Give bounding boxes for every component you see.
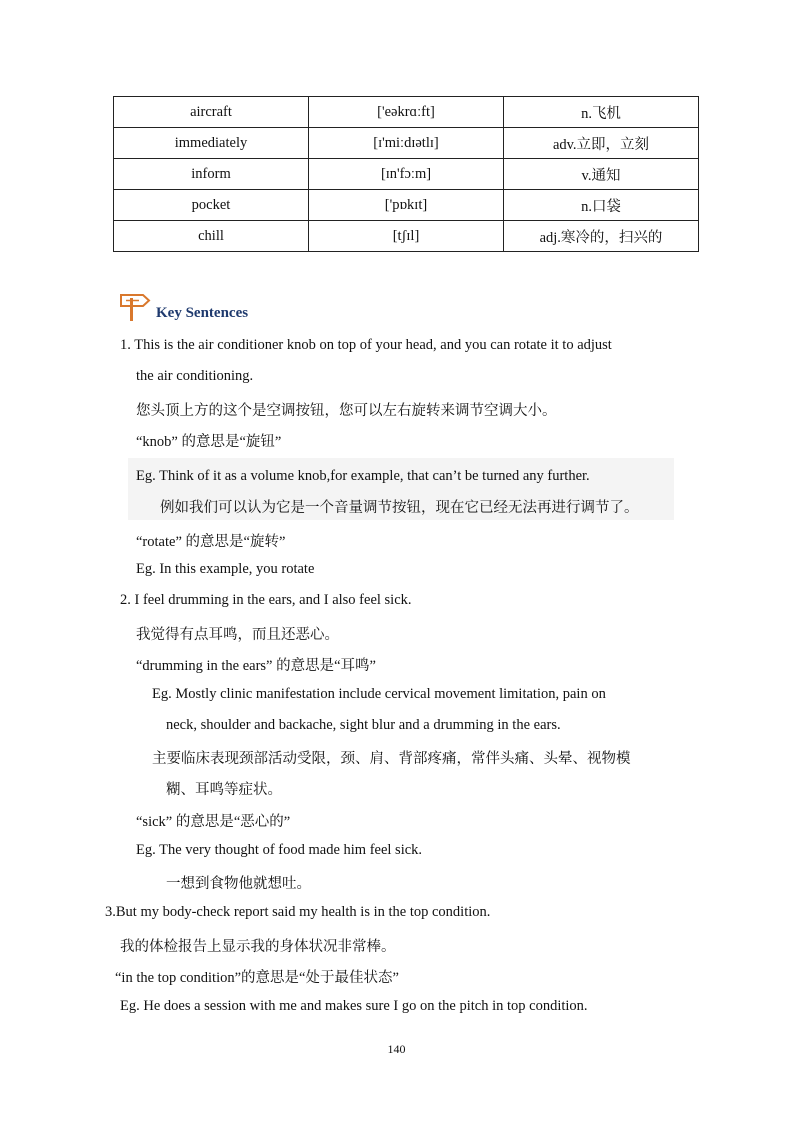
vocabulary-table bbox=[113, 96, 699, 252]
meaning-cell: n.口袋 bbox=[504, 190, 699, 221]
table-row bbox=[114, 97, 699, 128]
sentence-2-en: 2. I feel drumming in the ears, and I also feel sick. bbox=[120, 592, 412, 608]
table-row bbox=[114, 221, 699, 252]
example-en: Eg. In this example, you rotate bbox=[136, 561, 315, 577]
meaning-cell: adv.立即，立刻 bbox=[504, 128, 699, 159]
table-row bbox=[114, 128, 699, 159]
vocab-note-top-condition: “in the top condition”的意思是“处于最佳状态” bbox=[115, 970, 399, 986]
example-en-cont: neck, shoulder and backache, sight blur and a drumming in the ears. bbox=[166, 717, 561, 733]
example-zh: 主要临床表现颈部活动受限，颈、肩、背部疼痛，常伴头痛、头晕、视物模 bbox=[152, 751, 631, 767]
signpost-icon bbox=[119, 292, 151, 322]
sentence-1-en-cont: the air conditioning. bbox=[136, 368, 254, 384]
vocab-note-drumming: “drumming in the ears” 的意思是“耳鸣” bbox=[136, 658, 376, 674]
example-en: Eg. He does a session with me and makes sure I go on the pitch in top condition. bbox=[120, 998, 588, 1014]
sentence-2-zh: 我觉得有点耳鸣，而且还恶心。 bbox=[136, 627, 339, 643]
sentence-1-en: 1. This is the air conditioner knob on top of your head, and you can rotate it to adjust bbox=[120, 337, 612, 353]
sentence-3-en: 3.But my body-check report said my health is in the top condition. bbox=[105, 904, 491, 920]
example-en: Eg. Mostly clinic manifestation include cervical movement limitation, pain on bbox=[152, 686, 606, 702]
table-row bbox=[114, 159, 699, 190]
example-en: Eg. Think of it as a volume knob,for example, that can’t be turned any further. bbox=[136, 468, 590, 484]
phonetic-cell: [ɪn'fɔːm] bbox=[309, 159, 504, 190]
phonetic-cell: [ɪ'miːdɪətlɪ] bbox=[309, 128, 504, 159]
vocab-note-rotate: “rotate” 的意思是“旋转” bbox=[136, 534, 286, 550]
phonetic-cell: [tʃɪl] bbox=[309, 221, 504, 252]
word-cell: chill bbox=[114, 221, 309, 252]
word-cell: pocket bbox=[114, 190, 309, 221]
example-zh: 例如我们可以认为它是一个音量调节按钮，现在它已经无法再进行调节了。 bbox=[160, 500, 639, 516]
word-cell: inform bbox=[114, 159, 309, 190]
meaning-cell: n.飞机 bbox=[504, 97, 699, 128]
example-zh-cont: 糊、耳鸣等症状。 bbox=[166, 782, 282, 798]
vocab-note-sick: “sick” 的意思是“恶心的” bbox=[136, 814, 291, 830]
sentence-1-zh: 您头顶上方的这个是空调按钮，您可以左右旋转来调节空调大小。 bbox=[136, 403, 557, 419]
vocab-note-knob: “knob” 的意思是“旋钮” bbox=[136, 434, 282, 450]
sentence-3-zh: 我的体检报告上显示我的身体状况非常棒。 bbox=[120, 939, 396, 955]
meaning-cell: adj.寒冷的，扫兴的 bbox=[504, 221, 699, 252]
meaning-cell: v.通知 bbox=[504, 159, 699, 190]
section-title: Key Sentences bbox=[156, 305, 249, 321]
phonetic-cell: ['eəkrɑːft] bbox=[309, 97, 504, 128]
table-row bbox=[114, 190, 699, 221]
example-zh: 一想到食物他就想吐。 bbox=[166, 876, 311, 892]
page-number: 140 bbox=[387, 1042, 406, 1056]
example-en: Eg. The very thought of food made him feel sick. bbox=[136, 842, 423, 858]
word-cell: immediately bbox=[114, 128, 309, 159]
word-cell: aircraft bbox=[114, 97, 309, 128]
phonetic-cell: ['pɒkɪt] bbox=[309, 190, 504, 221]
